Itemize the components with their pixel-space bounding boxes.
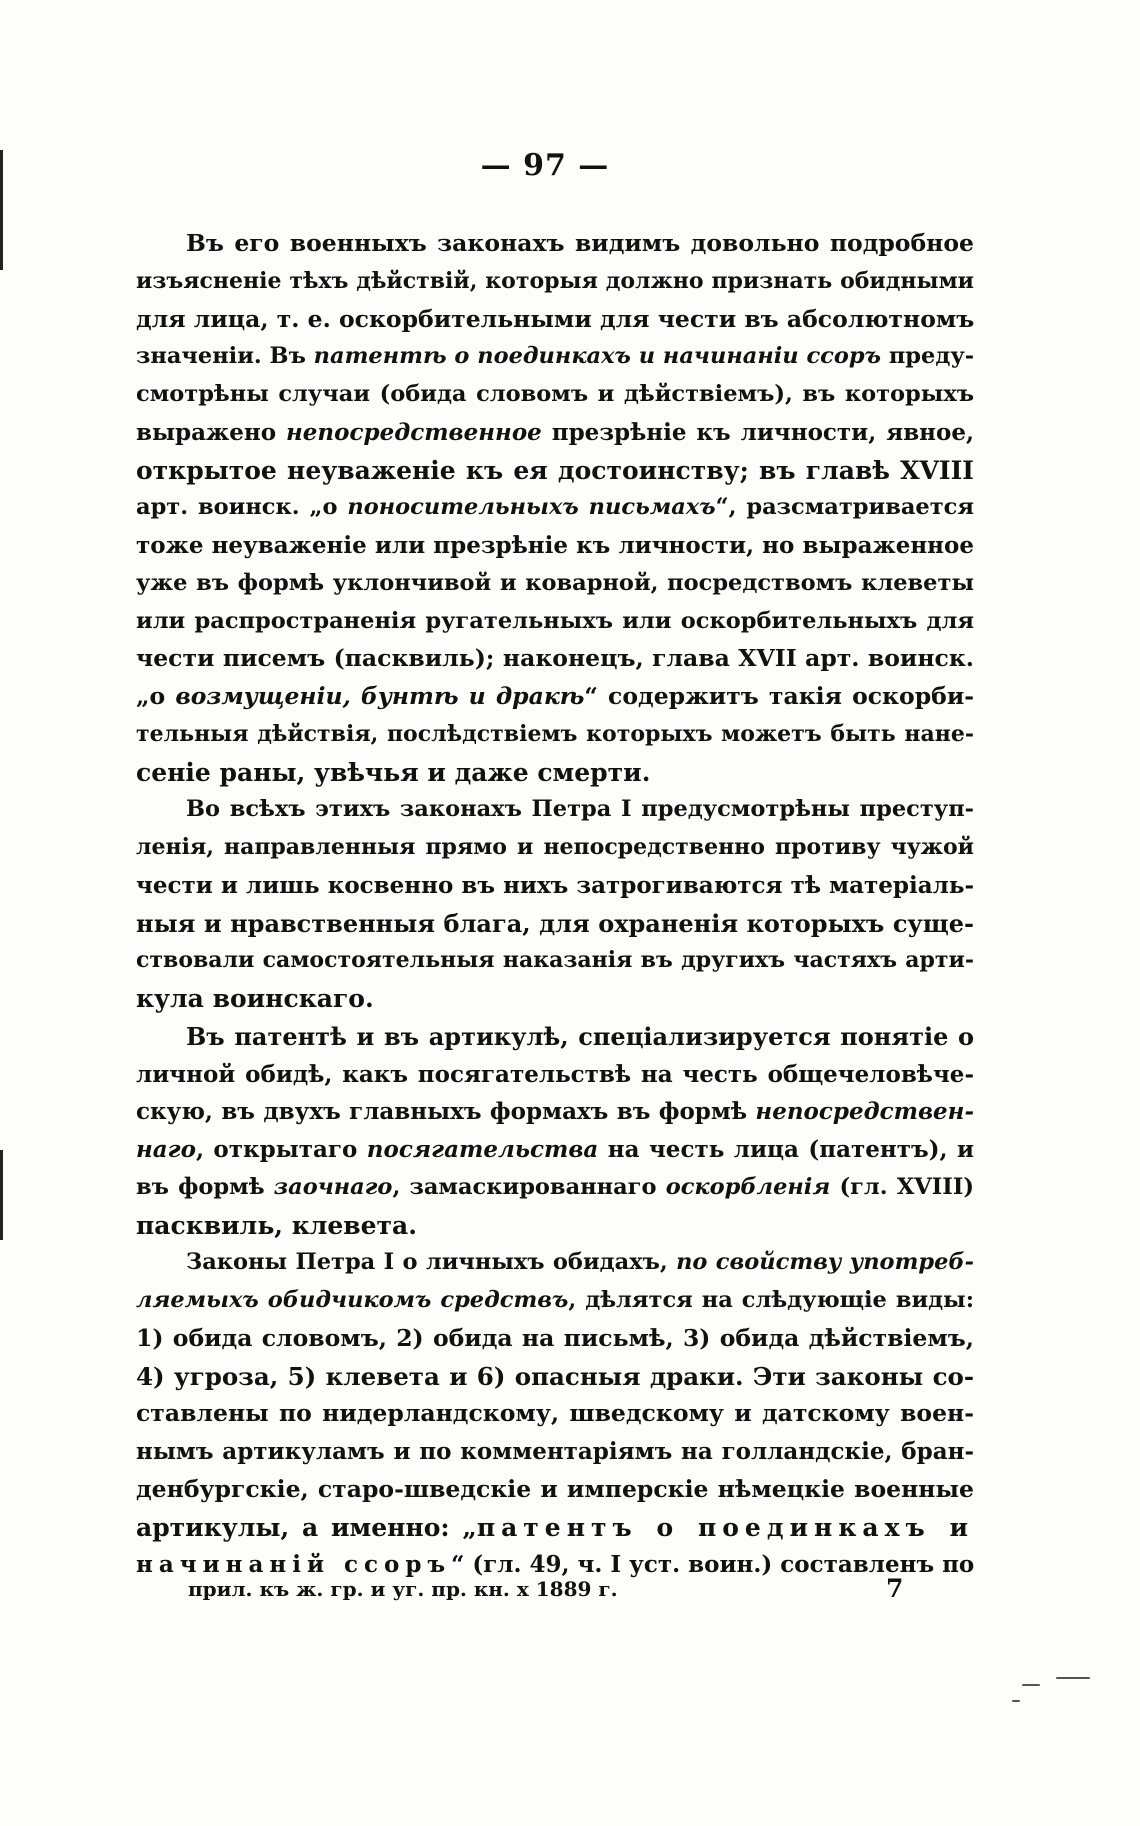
text-line	[136, 1207, 974, 1245]
text-run: нымъ артикуламъ и по комментаріямъ на голландскіе, бран-	[136, 1438, 974, 1465]
italic-text-run: патентѣ о поединкахъ и начинаніи ссоръ	[313, 343, 881, 370]
body-text	[136, 225, 974, 1584]
text-line	[136, 1244, 974, 1282]
italic-text-run: непосредственное	[286, 418, 542, 446]
text-run: скую, въ двухъ главныхъ формахъ въ формѣ	[136, 1098, 756, 1126]
text-run: тоже неуваженіе или презрѣніе къ личности, но выраженное	[136, 532, 974, 559]
text-line	[136, 867, 974, 905]
text-run: чести писемъ (пасквиль); наконецъ, глава XVII арт. воинск.	[136, 644, 974, 673]
scan-speck	[1022, 1684, 1040, 1686]
text-line	[136, 678, 974, 716]
scan-speck	[1012, 1700, 1020, 1702]
italic-text-run: по свойству употреб-	[676, 1249, 975, 1276]
page-number: — 97 —	[480, 148, 610, 183]
text-line	[136, 1358, 974, 1396]
text-run: денбургскіе, старо-шведскіе и имперскіе нѣмецкіе военные	[136, 1474, 974, 1503]
text-run: ставлены по нидерландскому, шведскому и датскому воен-	[136, 1399, 974, 1428]
text-run: , открытаго	[195, 1136, 367, 1163]
scan-edge-mark	[0, 1150, 3, 1240]
text-run: чести и лишь косвенно въ нихъ затрогиваются тѣ матеріаль-	[136, 871, 974, 899]
text-run: 1) обида словомъ, 2) обида на письмѣ, 3) обида дѣйствіемъ,	[136, 1323, 974, 1352]
italic-text-run: посягательства	[366, 1136, 599, 1163]
text-line	[136, 565, 974, 603]
text-run: пасквиль, клевета.	[136, 1210, 417, 1240]
paragraph	[136, 1244, 974, 1584]
text-line	[136, 414, 974, 452]
text-run: въ формѣ	[136, 1173, 274, 1200]
italic-text-run: оскорбленія	[665, 1173, 831, 1200]
text-line	[136, 263, 974, 301]
text-line	[136, 1320, 974, 1358]
text-line	[136, 942, 974, 980]
text-line	[136, 754, 974, 792]
text-line	[136, 1056, 974, 1094]
text-line	[136, 1471, 974, 1509]
text-line	[136, 640, 974, 678]
text-run: Во всѣхъ этихъ законахъ Петра I предусмотрѣны преступ-	[186, 796, 974, 823]
printer-signature-mark: 7	[886, 1574, 904, 1603]
spaced-text-run: начинаній ссоръ	[136, 1551, 452, 1579]
text-line	[136, 791, 974, 829]
text-run: “ (гл. 49, ч. I уст. воин.) составленъ по	[451, 1551, 975, 1579]
text-line	[136, 1093, 974, 1131]
text-run: ныя и нравственныя блага, для охраненія которыхъ суще-	[136, 908, 974, 938]
text-run: 4) угроза, 5) клевета и 6) опасныя драки. Эти законы со-	[136, 1361, 974, 1391]
text-run: преду-	[880, 343, 975, 370]
text-line	[136, 905, 974, 943]
italic-text-run: заочнаго	[273, 1173, 393, 1200]
text-run: , замаскированнаго	[392, 1173, 666, 1200]
text-run: кула воинскаго.	[136, 984, 374, 1013]
text-line	[136, 338, 974, 376]
text-run: ствовали самостоятельныя наказанія въ другихъ частяхъ арти-	[136, 947, 974, 974]
text-line	[136, 527, 974, 565]
text-run: арт. воинск. „о	[136, 494, 348, 521]
text-run: , дѣлятся на слѣдующіе виды:	[568, 1287, 974, 1313]
text-line	[136, 301, 974, 339]
paragraph	[136, 1018, 974, 1245]
text-line	[136, 225, 974, 263]
spaced-text-run: патентъ о поединкахъ и	[476, 1512, 975, 1542]
text-line	[136, 603, 974, 641]
text-run: Въ его военныхъ законахъ видимъ довольно подробное	[186, 229, 974, 257]
text-run: “ содержитъ такія оскорби-	[584, 682, 974, 710]
text-line	[136, 1018, 974, 1056]
text-line	[136, 1131, 974, 1169]
text-line	[136, 452, 974, 490]
text-line	[136, 829, 974, 867]
text-run: или распространенія ругательныхъ или оскорбительныхъ для	[136, 607, 974, 634]
text-line	[136, 1169, 974, 1207]
text-run: для лица, т. е. оскорбительными для чести въ абсолютномъ	[136, 304, 975, 333]
paragraph	[136, 225, 974, 791]
text-line	[136, 489, 974, 527]
italic-text-run: поносительныхъ письмахъ	[347, 494, 716, 521]
italic-text-run: возмущеніи, бунтѣ и дракѣ	[175, 682, 585, 710]
text-run: изъясненіе тѣхъ дѣйствій, которыя должно признать обидными	[136, 267, 974, 294]
text-run: тельныя дѣйствія, послѣдствіемъ которыхъ можетъ быть нане-	[136, 720, 974, 747]
text-run: значеніи. Въ	[136, 343, 314, 370]
text-run: личной обидѣ, какъ посягательствѣ на честь общечеловѣче-	[136, 1060, 974, 1088]
text-line	[136, 1395, 974, 1433]
italic-text-run: наго	[136, 1136, 196, 1163]
footer-signature-note: прил. къ ж. гр. и уг. пр. кн. x 1889 г.	[188, 1577, 618, 1601]
text-run: Законы Петра I о личныхъ обидахъ,	[186, 1249, 677, 1276]
text-run: сеніе раны, увѣчья и даже смерти.	[136, 757, 651, 787]
text-run: „о	[136, 682, 176, 710]
text-run: (гл. XVIII)	[830, 1173, 974, 1200]
text-run: уже въ формѣ уклончивой и коварной, посредствомъ клеветы	[136, 569, 974, 596]
text-run: на честь лица (патентъ), и	[598, 1136, 975, 1163]
text-run: открытое неуваженіе къ ея достоинству; въ главѣ XVIII	[136, 455, 974, 485]
italic-text-run: ляемыхъ обидчикомъ средствъ	[136, 1287, 569, 1313]
text-run: “, разсматривается	[715, 494, 974, 521]
text-run: артикулы, а именно: „	[136, 1512, 477, 1542]
text-line	[136, 716, 974, 754]
text-run: смотрѣны случаи (обида словомъ и дѣйствіемъ), въ которыхъ	[136, 381, 974, 407]
text-line	[136, 1433, 974, 1471]
text-line	[136, 1282, 974, 1320]
scan-speck	[1056, 1677, 1090, 1679]
text-run: презрѣніе къ личности, явное,	[541, 418, 975, 446]
paragraph	[136, 791, 974, 1018]
text-line	[136, 1509, 974, 1547]
text-run: Въ патентѣ и въ артикулѣ, спеціализируется понятіе о	[186, 1021, 974, 1051]
text-line	[136, 980, 974, 1018]
text-line	[136, 376, 974, 414]
text-run: выражено	[136, 418, 287, 446]
text-run: ленія, направленныя прямо и непосредственно противу чужой	[136, 834, 974, 860]
italic-text-run: непосредствен-	[755, 1098, 974, 1126]
